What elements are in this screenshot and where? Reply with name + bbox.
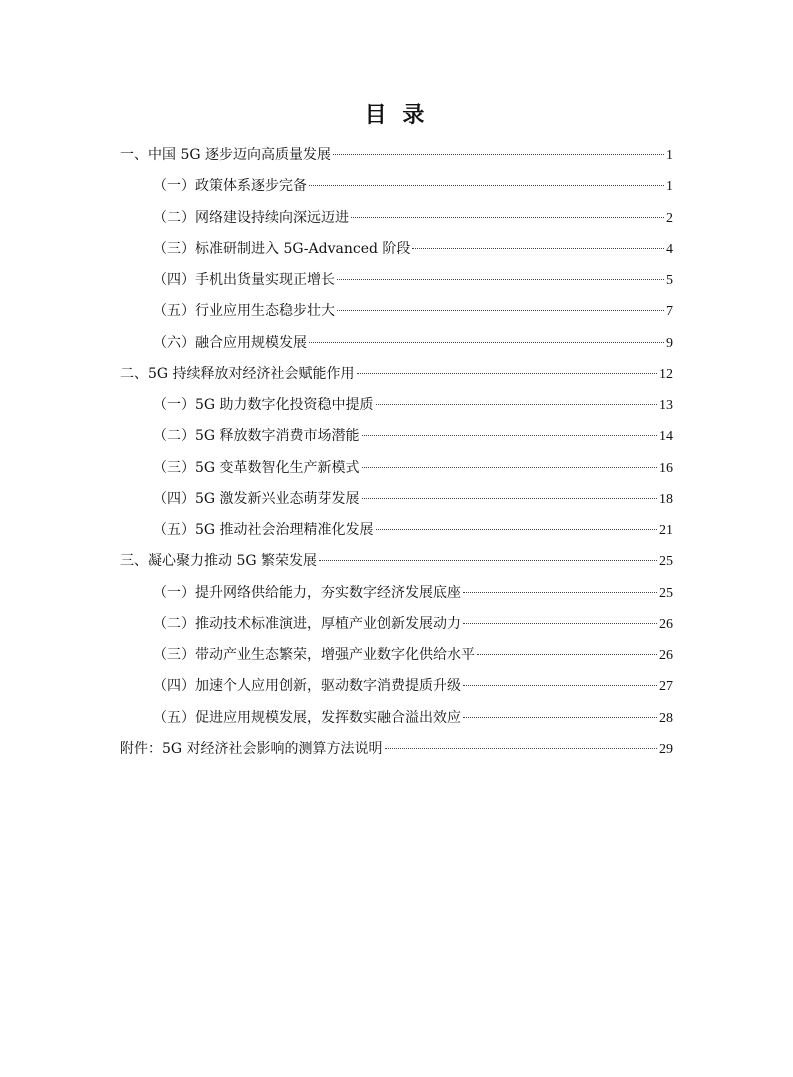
toc-entry[interactable] (120, 360, 673, 391)
dot-leader (463, 717, 657, 718)
dot-leader (376, 404, 657, 405)
toc-entry-title: （五）促进应用规模发展，发挥数实融合溢出效应 (153, 709, 461, 726)
toc-entry[interactable] (120, 141, 673, 172)
toc-page-number: 26 (659, 616, 673, 632)
dot-leader (351, 217, 664, 218)
toc-entry-title: 一、中国 5G 逐步迈向高质量发展 (120, 147, 331, 163)
toc-page-number: 25 (659, 554, 673, 570)
dot-leader (477, 654, 657, 655)
dot-leader (309, 185, 664, 186)
toc-entry[interactable] (120, 641, 673, 672)
toc-entry[interactable] (120, 204, 673, 235)
toc-entry[interactable] (120, 610, 673, 641)
toc-entry-title: （三）带动产业生态繁荣，增强产业数字化供给水平 (153, 647, 475, 663)
toc-entry-title: （五）5G 推动社会治理精准化发展 (153, 522, 374, 538)
toc-entry-title: （四）手机出货量实现正增长 (153, 272, 335, 288)
toc-page-number: 29 (659, 741, 673, 757)
toc-entry[interactable] (120, 516, 673, 547)
table-of-contents (120, 141, 673, 766)
toc-entry-title: （四）加速个人应用创新，驱动数字消费提质升级 (153, 678, 461, 695)
toc-entry[interactable] (120, 454, 673, 485)
dot-leader (337, 279, 664, 280)
toc-entry[interactable] (120, 579, 673, 610)
toc-entry[interactable] (120, 235, 673, 266)
toc-entry-title: （二）5G 释放数字消费市场潜能 (153, 428, 360, 445)
toc-page-number: 18 (659, 491, 673, 507)
dot-leader (333, 154, 664, 155)
toc-page-number: 21 (659, 523, 673, 538)
toc-entry[interactable] (120, 704, 673, 735)
toc-page-number: 7 (666, 304, 673, 320)
dot-leader (309, 342, 664, 343)
toc-page-number: 2 (666, 210, 673, 226)
toc-entry[interactable] (120, 266, 673, 297)
dot-leader (362, 467, 657, 468)
toc-title: 目 录 (364, 103, 429, 128)
toc-entry[interactable] (120, 547, 673, 578)
toc-entry-title: （二）推动技术标准演进，厚植产业创新发展动力 (153, 615, 461, 632)
toc-page-number: 27 (659, 679, 673, 695)
dot-leader (385, 748, 657, 749)
toc-page-number: 14 (659, 429, 673, 445)
toc-entry[interactable] (120, 391, 673, 422)
toc-page-number: 12 (659, 366, 673, 382)
toc-entry-title: 三、凝心聚力推动 5G 繁荣发展 (120, 553, 317, 570)
toc-page-number: 5 (666, 273, 673, 288)
toc-entry-title: （一）政策体系逐步完备 (153, 178, 307, 195)
toc-entry[interactable] (120, 672, 673, 703)
dot-leader (463, 623, 657, 624)
toc-entry[interactable] (120, 485, 673, 516)
toc-entry-title: （五）行业应用生态稳步壮大 (153, 303, 335, 320)
toc-entry-title: （三）5G 变革数智化生产新模式 (153, 459, 360, 476)
dot-leader (319, 560, 657, 561)
toc-entry[interactable] (120, 297, 673, 328)
toc-page-number: 16 (659, 460, 673, 476)
dot-leader (362, 498, 657, 499)
toc-page-number: 4 (666, 241, 673, 257)
toc-entry-title: 附件：5G 对经济社会影响的测算方法说明 (120, 740, 383, 757)
toc-entry[interactable] (120, 422, 673, 453)
dot-leader (376, 529, 657, 530)
toc-entry[interactable] (120, 172, 673, 203)
toc-entry[interactable] (120, 735, 673, 766)
toc-page-number: 26 (659, 648, 673, 663)
toc-entry[interactable] (120, 329, 673, 360)
toc-page-number: 9 (666, 335, 673, 351)
toc-entry-title: （二）网络建设持续向深远迈进 (153, 209, 349, 226)
toc-page-number: 13 (659, 398, 673, 413)
toc-page-number: 28 (659, 710, 673, 726)
dot-leader (362, 435, 657, 436)
toc-page-number: 1 (666, 148, 673, 163)
dot-leader (412, 248, 664, 249)
dot-leader (357, 373, 657, 374)
toc-entry-title: （一）提升网络供给能力，夯实数字经济发展底座 (153, 584, 461, 601)
toc-page-number: 1 (666, 179, 673, 195)
toc-page-number: 25 (659, 585, 673, 601)
toc-entry-title: 二、5G 持续释放对经济社会赋能作用 (120, 365, 355, 382)
dot-leader (463, 685, 657, 686)
dot-leader (337, 310, 664, 311)
toc-entry-title: （六）融合应用规模发展 (153, 334, 307, 351)
toc-entry-title: （四）5G 激发新兴业态萌芽发展 (153, 490, 360, 507)
toc-entry-title: （一）5G 助力数字化投资稳中提质 (153, 397, 374, 413)
toc-entry-title: （三）标准研制进入 5G-Advanced 阶段 (153, 240, 411, 257)
dot-leader (463, 592, 657, 593)
